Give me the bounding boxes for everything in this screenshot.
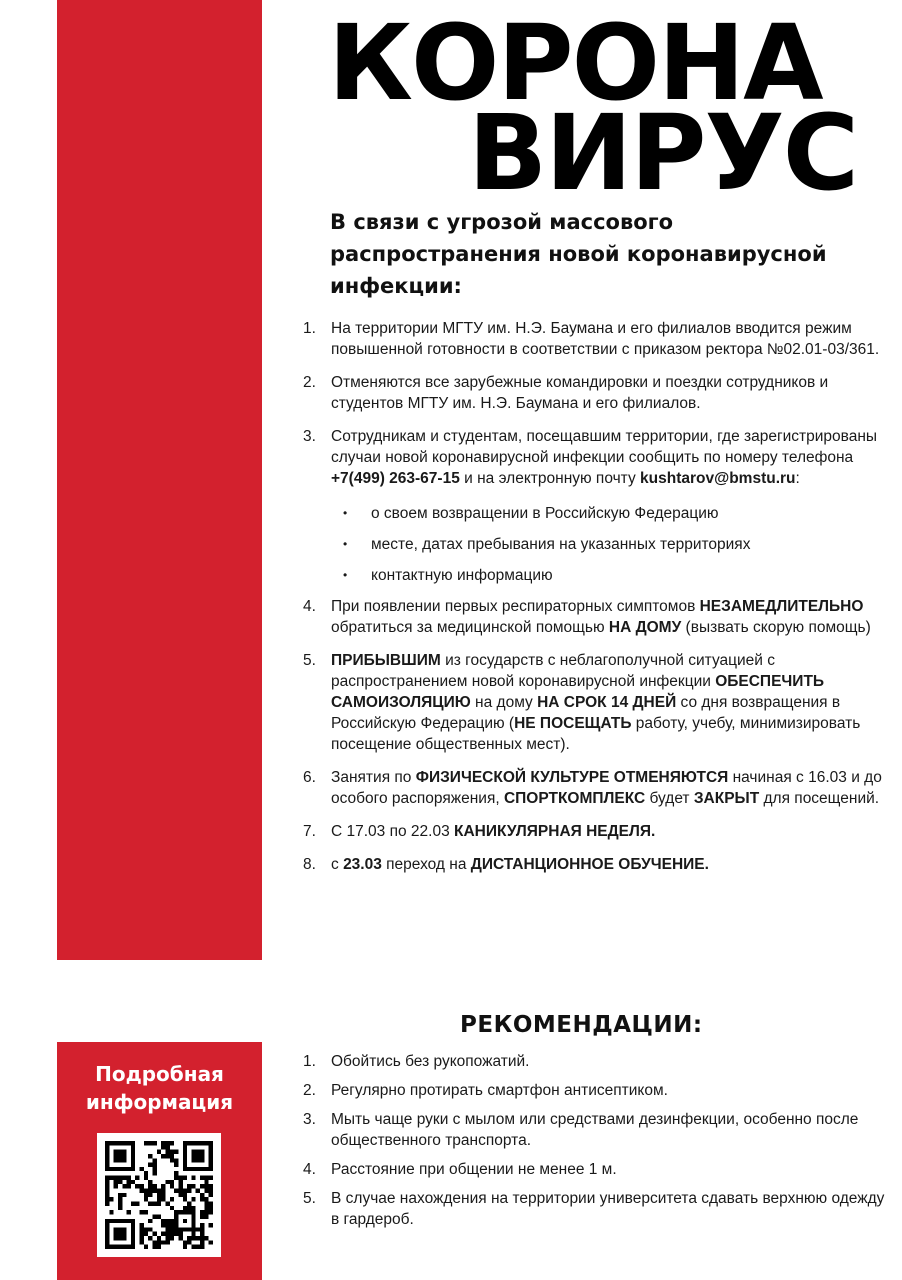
subtitle: В связи с угрозой массового распространения новой коронавирусной инфекции: <box>330 210 827 298</box>
sub-list <box>331 503 893 586</box>
info-title-line-2: информация <box>85 1090 234 1114</box>
item-text: и на электронную почту <box>459 470 641 487</box>
sub-list-item <box>331 565 893 586</box>
item-text-bold: ДИСТАНЦИОННОЕ ОБУЧЕНИЕ. <box>470 856 709 873</box>
item-text: При появлении первых респираторных симптомов <box>331 598 700 615</box>
item-text: из государств с неблагополучной ситуацией с распространением новой коронавирусной инфекции <box>331 652 776 690</box>
item-text: со дня возвращения в Российскую Федерацию ( <box>331 694 841 732</box>
item-text-bold: НЕ ПОСЕЩАТЬ <box>514 715 632 732</box>
sub-item-text: о своем возвращении в Российскую Федерацию <box>371 505 719 522</box>
recommendation-item <box>303 1109 893 1151</box>
item-text: для посещений. <box>759 790 880 807</box>
measure-item <box>303 372 893 414</box>
measure-item <box>303 318 893 360</box>
item-text-bold: ПРИБЫВШИМ <box>331 652 441 669</box>
item-text-bold: СПОРТКОМПЛЕКС <box>503 790 646 807</box>
item-number: 5. <box>303 1190 316 1207</box>
bullet-icon: • <box>343 506 348 520</box>
qr-code-icon[interactable] <box>97 1133 221 1257</box>
recommendation-text: Мыть чаще руки с мылом или средствами дезинфекции, особенно после общественного транспорта. <box>331 1111 859 1149</box>
page-title <box>328 2 888 214</box>
recommendation-text: Регулярно протирать смартфон антисептиком. <box>331 1082 668 1099</box>
item-text: начиная с 16.03 и до особого распоряжения, <box>331 769 882 807</box>
measure-item <box>303 821 893 842</box>
item-text: переход на <box>381 856 471 873</box>
measure-item <box>303 596 893 638</box>
sub-item-text: месте, датах пребывания на указанных территориях <box>371 536 751 553</box>
info-title <box>57 1060 262 1116</box>
title-line-2: ВИРУС <box>468 92 858 214</box>
item-text: Отменяются все зарубежные командировки и поездки сотрудников и студентов МГТУ им. Н.Э. Баумана и его филиалов. <box>331 374 829 412</box>
recommendations-title: РЕКОМЕНДАЦИИ: <box>460 1012 703 1038</box>
title-line-1: КОРОНА <box>328 2 822 124</box>
item-text-bold: ЗАКРЫТ <box>693 790 760 807</box>
item-text: на дому <box>470 694 538 711</box>
item-text-bold: kushtarov@bmstu.ru <box>640 470 796 487</box>
recommendation-text: В случае нахождения на территории университета сдавать верхнюю одежду в гардероб. <box>331 1190 885 1228</box>
item-text: : <box>795 470 800 487</box>
item-text-bold: +7(499) 263-67-15 <box>331 470 460 487</box>
sub-item-text: контактную информацию <box>371 567 553 584</box>
item-number: 6. <box>303 769 316 786</box>
bullet-icon: • <box>343 568 348 582</box>
item-number: 3. <box>303 428 316 445</box>
item-text: С 17.03 по 22.03 <box>331 823 455 840</box>
item-text: работу, учебу, минимизировать посещение общественных мест). <box>331 715 861 753</box>
measure-item <box>303 426 893 586</box>
item-text-bold: НА ДОМУ <box>608 619 682 636</box>
measure-item <box>303 650 893 755</box>
measures-list <box>303 318 893 887</box>
item-text-bold: ОБЕСПЕЧИТЬ САМОИЗОЛЯЦИЮ <box>331 673 825 711</box>
recommendation-item <box>303 1051 893 1072</box>
item-number: 7. <box>303 823 316 840</box>
item-text: На территории МГТУ им. Н.Э. Баумана и его филиалов вводится режим повышенной готовности в соответствии с приказом ректора №02.01-03/361. <box>331 320 880 358</box>
recommendations-list <box>303 1051 893 1238</box>
measure-item <box>303 854 893 875</box>
item-number: 4. <box>303 598 316 615</box>
item-text: Сотрудникам и студентам, посещавшим территории, где зарегистрированы случаи новой коронавирусной инфекции сообщить по номеру телефона <box>331 428 878 466</box>
item-text-bold: ФИЗИЧЕСКОЙ КУЛЬТУРЕ ОТМЕНЯЮТСЯ <box>415 769 729 786</box>
item-number: 5. <box>303 652 316 669</box>
item-number: 1. <box>303 320 316 337</box>
measure-item <box>303 767 893 809</box>
item-number: 3. <box>303 1111 316 1128</box>
sub-list-item <box>331 503 893 524</box>
info-title-line-1: Подробная <box>95 1062 224 1086</box>
qr-code-graphic <box>105 1141 213 1249</box>
item-text-bold: 23.03 <box>343 856 382 873</box>
red-side-bar <box>57 0 262 960</box>
item-text: с <box>331 856 344 873</box>
info-box <box>57 1042 262 1280</box>
recommendation-text: Расстояние при общении не менее 1 м. <box>331 1161 617 1178</box>
item-number: 4. <box>303 1161 316 1178</box>
recommendation-item <box>303 1159 893 1180</box>
item-number: 2. <box>303 1082 316 1099</box>
item-text-bold: НЕЗАМЕДЛИТЕЛЬНО <box>699 598 864 615</box>
recommendation-text: Обойтись без рукопожатий. <box>331 1053 530 1070</box>
recommendation-item <box>303 1188 893 1230</box>
sub-list-item <box>331 534 893 555</box>
item-text: Занятия по <box>331 769 416 786</box>
item-number: 2. <box>303 374 316 391</box>
item-text-bold: КАНИКУЛЯРНАЯ НЕДЕЛЯ. <box>454 823 656 840</box>
recommendation-item <box>303 1080 893 1101</box>
item-number: 1. <box>303 1053 316 1070</box>
item-text: (вызвать скорую помощь) <box>681 619 871 636</box>
item-text-bold: НА СРОК 14 ДНЕЙ <box>537 694 677 711</box>
bullet-icon: • <box>343 537 348 551</box>
item-text: будет <box>645 790 694 807</box>
item-number: 8. <box>303 856 316 873</box>
item-text: обратиться за медицинской помощью <box>331 619 609 636</box>
